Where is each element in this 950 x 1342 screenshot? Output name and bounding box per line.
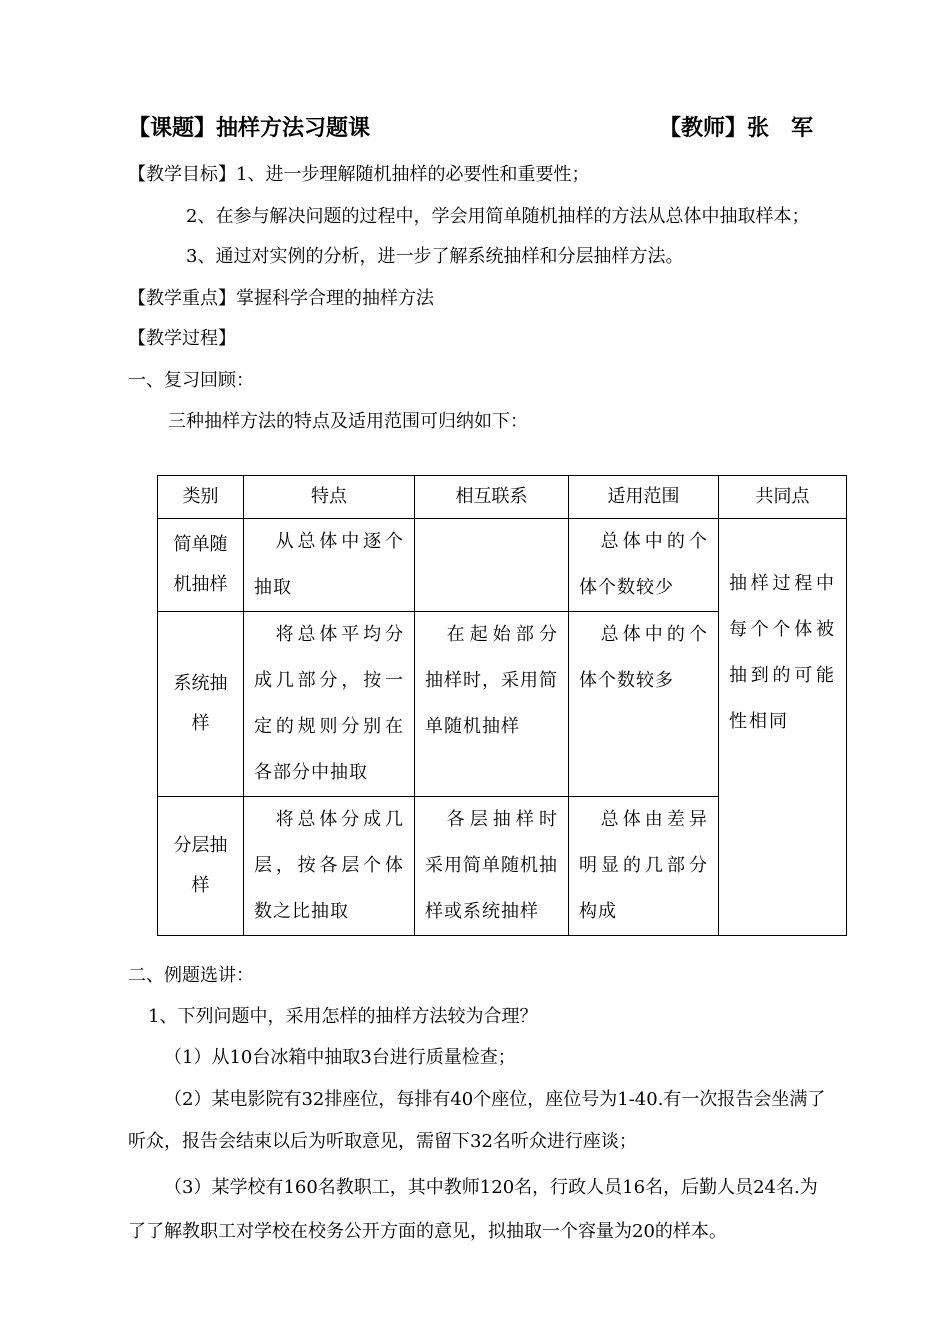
row2-scope: 总体中的个体个数较多	[569, 612, 719, 797]
sampling-methods-table	[157, 475, 847, 936]
table-row	[158, 519, 847, 612]
header-category: 类别	[158, 476, 244, 519]
question-1: 1、下列问题中，采用怎样的抽样方法较为合理？	[148, 1006, 538, 1027]
row1-category: 简单随机抽样	[158, 519, 244, 612]
header-relation: 相互联系	[415, 476, 569, 519]
teaching-focus: 【教学重点】掌握科学合理的抽样方法	[128, 288, 434, 309]
goal-line-3: 3、通过对实例的分析，进一步了解系统抽样和分层抽样方法。	[186, 246, 684, 267]
problem-1: （1）从10台冰箱中抽取3台进行质量检查；	[164, 1047, 516, 1068]
header-scope: 适用范围	[569, 476, 719, 519]
row2-category: 系统抽样	[158, 612, 244, 797]
row1-feature: 从总体中逐个抽取	[244, 519, 415, 612]
common-feature: 抽样过程中每个个体被抽到的可能性相同	[719, 519, 847, 936]
teacher-name: 【教师】张 军	[659, 115, 814, 141]
goal-line-1: 【教学目标】1、进一步理解随机抽样的必要性和重要性；	[128, 164, 590, 185]
examples-heading: 二、例题选讲：	[128, 965, 254, 986]
header-feature: 特点	[244, 476, 415, 519]
row1-scope: 总体中的个体个数较少	[569, 519, 719, 612]
problem-3-line-1: （3）某学校有160名教职工，其中教师120名，行政人员16名，后勤人员24名.为	[164, 1177, 818, 1198]
row3-feature: 将总体分成几层，按各层个体数之比抽取	[244, 797, 415, 936]
review-intro: 三种抽样方法的特点及适用范围可归纳如下：	[168, 411, 528, 432]
review-heading: 一、复习回顾：	[128, 370, 254, 391]
row1-relation	[415, 519, 569, 612]
table-header-row	[158, 476, 847, 519]
lesson-topic: 【课题】抽样方法习题课	[128, 115, 371, 141]
teaching-process: 【教学过程】	[128, 328, 236, 349]
problem-2-line-1: （2）某电影院有32排座位，每排有40个座位，座位号为1-40.有一次报告会坐满了	[164, 1089, 826, 1110]
row3-scope: 总体由差异明显的几部分构成	[569, 797, 719, 936]
problem-2-line-2: 听众，报告会结束以后为听取意见，需留下32名听众进行座谈；	[128, 1131, 637, 1152]
row2-feature: 将总体平均分成几部分，按一定的规则分别在各部分中抽取	[244, 612, 415, 797]
row2-relation: 在起始部分抽样时，采用简单随机抽样	[415, 612, 569, 797]
header-common: 共同点	[719, 476, 847, 519]
row3-category: 分层抽样	[158, 797, 244, 936]
problem-3-line-2: 了了解教职工对学校在校务公开方面的意见，拟抽取一个容量为20的样本。	[128, 1221, 727, 1242]
row3-relation: 各层抽样时采用简单随机抽样或系统抽样	[415, 797, 569, 936]
goal-line-2: 2、在参与解决问题的过程中，学会用简单随机抽样的方法从总体中抽取样本；	[186, 206, 810, 227]
